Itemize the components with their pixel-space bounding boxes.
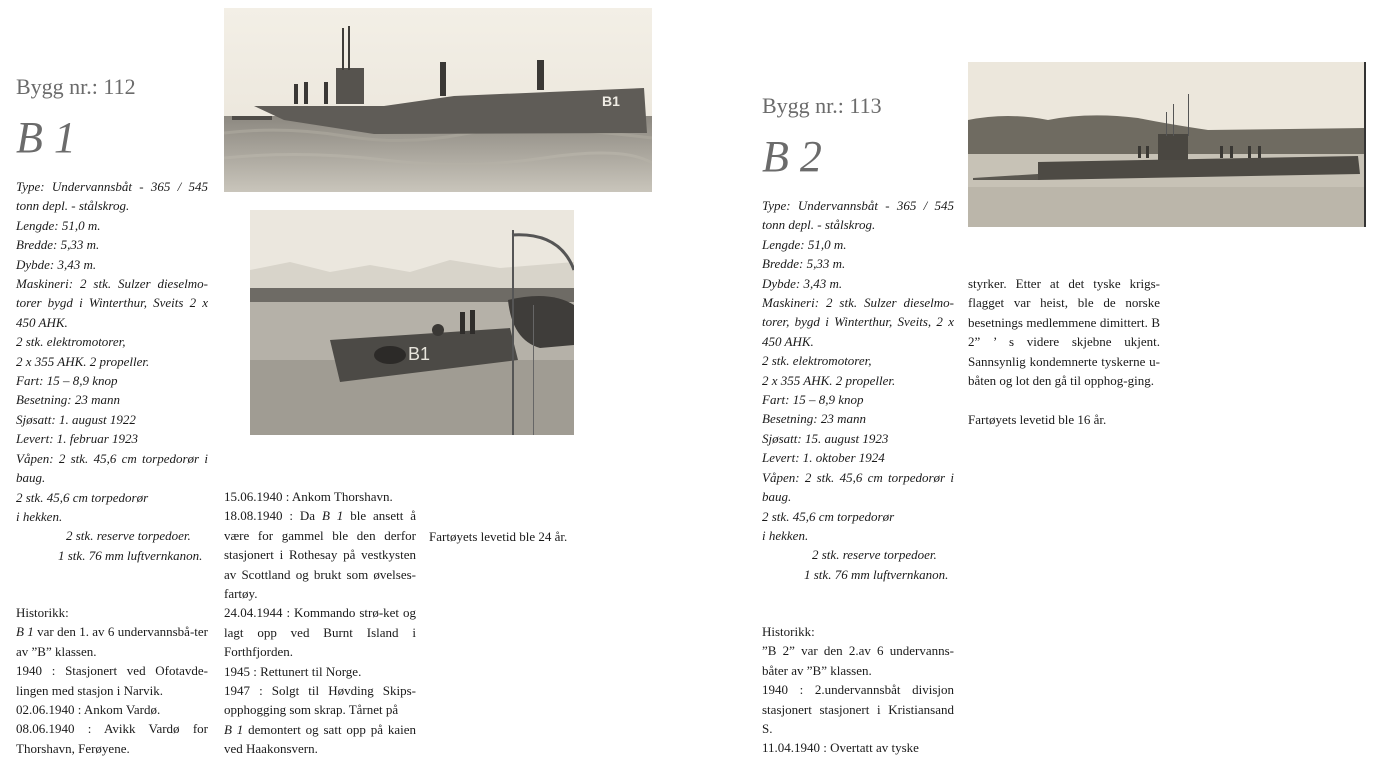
spec-crew: Besetning: 23 mann — [762, 411, 866, 427]
spec-type: Type: Undervannsbåt - 365 / 545 tonn depl. - stålskrog. — [762, 198, 954, 233]
spec-length: Lengde: 51,0 m. — [16, 217, 101, 233]
spec-beam: Bredde: 5,33 m. — [16, 237, 100, 253]
history-entry: 18.08.1940 : Da B 1 ble ansett å være for gammel ble den derfor stasjonert i Rothesay på vestkysten av Scottland og brukt som øvelses-fartøy. — [224, 508, 416, 602]
spec-beam: Bredde: 5,33 m. — [762, 256, 846, 272]
spec-weapons-stern: 2 stk. 45,6 cm torpedorør — [762, 508, 895, 524]
history-column-1 — [762, 622, 954, 758]
spec-launched: Sjøsatt: 15. august 1923 — [762, 430, 889, 446]
history-entry: 08.06.1940 : Avikk Vardø for Thorshavn, Ferøyene. — [16, 721, 208, 756]
history-entry: 15.06.1940 : Ankom Thorshavn. — [224, 489, 393, 504]
spec-length: Lengde: 51,0 m. — [762, 236, 847, 252]
spec-list — [762, 196, 954, 584]
spec-type: Type: Undervannsbåt - 365 / 545 tonn depl. - stålskrog. — [16, 179, 208, 214]
spec-delivered: Levert: 1. februar 1923 — [16, 431, 139, 447]
spec-reserve-torpedoes: 2 stk. reserve torpedoer. — [66, 528, 191, 544]
spec-speed: Fart: 15 – 8,9 knop — [762, 392, 864, 408]
spec-reserve-torpedoes: 2 stk. reserve torpedoer. — [812, 547, 937, 563]
spec-weapons-stern-loc: i hekken. — [762, 527, 809, 543]
vessel-ref: B 1 — [224, 721, 244, 737]
spec-list — [16, 177, 208, 565]
history-heading: Historikk: — [762, 624, 815, 639]
spec-electric-motors: 2 stk. elektromotorer, — [16, 334, 126, 350]
history-entry: 1940 : Stasjonert ved Ofotavde-lingen med stasjon i Narvik. — [16, 663, 208, 698]
spec-launched: Sjøsatt: 1. august 1922 — [16, 411, 136, 427]
spec-speed: Fart: 15 – 8,9 knop — [16, 373, 118, 389]
vessel-ref: B 1 — [321, 508, 344, 524]
spec-depth: Dybde: 3,43 m. — [762, 275, 843, 291]
spec-weapons-stern: 2 stk. 45,6 cm torpedorør — [16, 489, 149, 505]
photo-b1-underway — [224, 8, 652, 192]
hull-marking: B1 — [408, 344, 431, 364]
spec-electric-motors: 2 stk. elektromotorer, — [762, 353, 872, 369]
history-entry: 02.06.1940 : Ankom Vardø. — [16, 702, 161, 718]
photo-b2 — [968, 62, 1366, 227]
spec-propellers: 2 x 355 AHK. 2 propeller. — [16, 353, 150, 369]
history-entry: B 1 var den 1. av 6 undervannsbå-ter av ”B” klassen. — [16, 624, 208, 659]
history-entry: 1940 : 2.undervannsbåt divisjon stasjonert stasjonert i Kristiansand S. — [762, 682, 954, 737]
history-entry: ”B 2” var den 2.av 6 undervanns-båter av ”B” klassen. — [762, 643, 954, 678]
lifetime-note: Fartøyets levetid ble 16 år. — [968, 411, 1107, 427]
spec-machinery: Maskineri: 2 stk. Sulzer dieselmo-torer bygd i Winterthur, Sveits 2 x 450 AHK. — [16, 276, 208, 330]
spec-crew: Besetning: 23 mann — [16, 392, 120, 408]
history-column-1 — [16, 603, 208, 758]
spec-aa-gun: 1 stk. 76 mm luftvernkanon. — [804, 566, 949, 582]
history-entry: 24.04.1944 : Kommando strø-ket og lagt opp ved Burnt Island i Forthfjorden. — [224, 605, 416, 660]
vessel-name: B 1 — [16, 113, 76, 162]
history-column-2 — [224, 487, 416, 759]
photo-b1-harbour — [250, 210, 574, 435]
spec-weapons-stern-loc: i hekken. — [16, 508, 63, 524]
build-number: Bygg nr.: 113 — [762, 93, 882, 118]
build-number: Bygg nr.: 112 — [16, 74, 136, 99]
history-entry: B 1 demontert og satt opp på kaien ved Haakonsvern. — [224, 721, 416, 757]
vessel-ref: B 1 — [16, 624, 34, 640]
spec-aa-gun: 1 stk. 76 mm luftvernkanon. — [58, 547, 203, 563]
history-entry: 1947 : Solgt til Høvding Skips-opphogging som skrap. Tårnet på — [224, 683, 416, 718]
vessel-name: B 2 — [762, 132, 822, 181]
history-entry: 11.04.1940 : Overtatt av tyske — [762, 740, 919, 756]
spec-depth: Dybde: 3,43 m. — [16, 256, 97, 272]
hull-marking: B1 — [602, 93, 620, 109]
spec-propellers: 2 x 355 AHK. 2 propeller. — [762, 372, 896, 388]
spec-delivered: Levert: 1. oktober 1924 — [762, 450, 885, 466]
lifetime-note: Fartøyets levetid ble 24 år. — [429, 529, 568, 544]
spec-weapons: Våpen: 2 stk. 45,6 cm torpedorør i baug. — [16, 450, 208, 486]
history-entry: styrker. Etter at det tyske krigs-flagget var heist, ble de norske besetnings medlemmene dimittert. B 2” ’ s videre skjebne ukjent. Sannsynlig kondemnerte tyskerne u-båten og lot den gå til opphog-ging. — [968, 276, 1160, 389]
spec-weapons: Våpen: 2 stk. 45,6 cm torpedorør i baug. — [762, 469, 954, 505]
spec-machinery: Maskineri: 2 stk. Sulzer dieselmo-torer, bygd i Winterthur, Sveits, 2 x 450 AHK. — [762, 295, 954, 349]
history-column-2 — [968, 274, 1160, 429]
history-heading: Historikk: — [16, 605, 69, 620]
history-entry: 1945 : Rettunert til Norge. — [224, 663, 362, 679]
